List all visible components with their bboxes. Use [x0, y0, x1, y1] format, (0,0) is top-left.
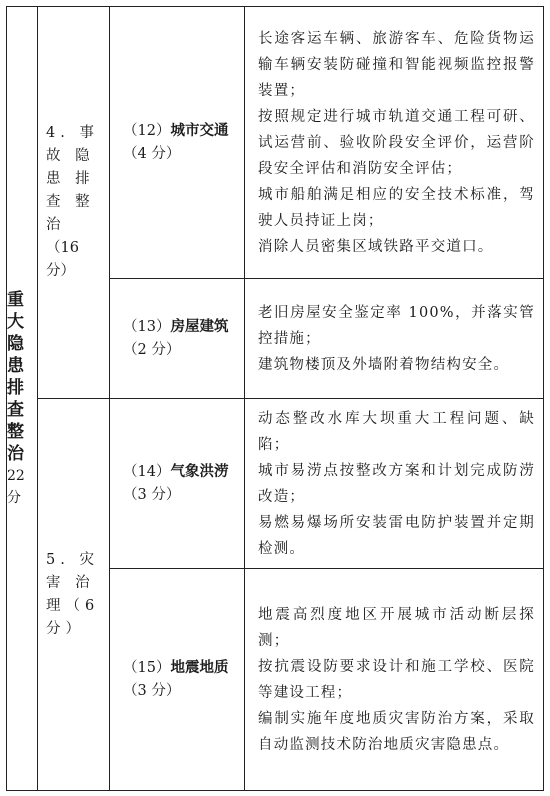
- item-score: （2 分）: [123, 342, 181, 358]
- item-number: （12）: [123, 123, 171, 139]
- subcategory-cell: [38, 7, 110, 399]
- category-char: 排: [7, 377, 24, 398]
- requirements-cell: [245, 569, 544, 791]
- item-cell: [110, 7, 245, 279]
- requirement-text: 长途客运车辆、旅游客车、危险货物运输车辆安装防碰撞和智能视频监控报警装置；: [258, 30, 535, 99]
- requirements-cell: [245, 279, 544, 399]
- requirement-text: 城市易涝点按整改方案和计划完成防涝改造；: [258, 462, 535, 505]
- requirement-text: 消除人员密集区域铁路平交道口。: [258, 238, 494, 255]
- item-score: （3 分）: [123, 487, 181, 503]
- requirement-text: 按抗震设防要求设计和施工学校、医院等建设工程；: [258, 658, 535, 701]
- item-score: （4 分）: [123, 146, 181, 162]
- requirements-cell: [245, 7, 544, 279]
- requirement-text: 地震高烈度地区开展城市活动断层探测；: [258, 606, 535, 649]
- item-cell: [110, 279, 245, 399]
- subcategory-title: 5. 灾 害 治理（6 分）: [46, 551, 100, 637]
- category-char: 查: [7, 399, 24, 420]
- category-char: 整: [7, 421, 24, 442]
- item-cell: [110, 399, 245, 569]
- item-name: 气象洪涝: [170, 463, 229, 480]
- subcategory-cell: [38, 399, 110, 791]
- category-char: 患: [7, 355, 24, 376]
- assessment-table: [6, 6, 544, 791]
- item-cell: [110, 569, 245, 791]
- category-score: 22: [7, 467, 25, 484]
- item-name: 房屋建筑: [170, 318, 229, 335]
- item-score: （3 分）: [123, 683, 181, 699]
- item-name: 地震地质: [170, 659, 229, 676]
- item-number: （13）: [123, 319, 171, 335]
- requirement-text: 按照规定进行城市轨道交通工程可研、试运营前、验收阶段安全评价，运营阶段安全评估和消防安全评估；: [258, 108, 535, 177]
- item-name: 城市交通: [170, 122, 229, 139]
- requirement-text: 动态整改水库大坝重大工程问题、缺陷；: [258, 410, 535, 453]
- category-char: 隐: [7, 333, 24, 354]
- item-number: （15）: [123, 660, 171, 676]
- requirement-text: 编制实施年度地质灾害防治方案，采取自动监测技术防治地质灾害隐患点。: [258, 710, 535, 753]
- requirement-text: 老旧房屋安全鉴定率 100%，并落实管控措施；: [258, 304, 535, 347]
- item-number: （14）: [123, 464, 171, 480]
- category-char: 治: [7, 443, 24, 464]
- subcategory-title: 4. 事 故 隐 患 排 查 整 治: [46, 125, 99, 233]
- table-row: [7, 7, 544, 279]
- requirement-text: 城市船舶满足相应的安全技术标准，驾驶人员持证上岗；: [258, 186, 535, 229]
- requirements-cell: [245, 399, 544, 569]
- requirement-text: 建筑物楼顶及外墙附着物结构安全。: [258, 356, 510, 373]
- requirement-text: 易燃易爆场所安装雷电防护装置并定期检测。: [258, 514, 535, 557]
- table-row: [7, 399, 544, 569]
- category-char: 大: [7, 311, 24, 332]
- subcategory-score: （16 分）: [46, 240, 79, 279]
- category-unit: 分: [7, 489, 21, 506]
- category-cell: [7, 7, 38, 791]
- category-char: 重: [7, 289, 24, 310]
